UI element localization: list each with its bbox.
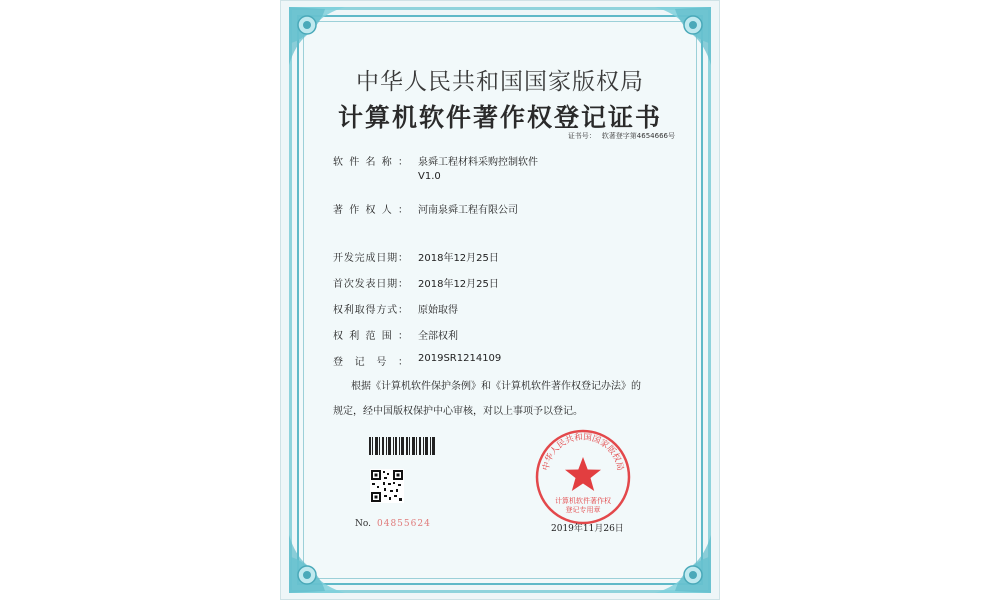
corner-ornament-icon (649, 531, 715, 597)
seal-center-line2: 登记专用章 (565, 506, 601, 514)
corner-ornament-icon (285, 531, 351, 597)
field-label: 权利范围： (333, 331, 408, 342)
corner-ornament-icon (649, 3, 715, 69)
field-value: 2018年12月25日 (418, 279, 499, 290)
field-value: 原始取得 (418, 305, 458, 316)
barcode-icon (369, 437, 435, 455)
serial-value: 04855624 (377, 519, 431, 529)
issuer-title: 中华人民共和国国家版权局 (356, 69, 644, 95)
certificate-number-label: 证书号： (567, 132, 596, 140)
certificate-number (562, 131, 675, 141)
issue-date: 2019年11月26日 (551, 524, 624, 534)
field-label: 软件名称： (333, 157, 408, 168)
certificate-number-value: 软著登字第4654666号 (601, 132, 675, 140)
certificate (280, 0, 720, 600)
qr-code-icon (370, 469, 404, 503)
field-value: 河南泉舜工程有限公司 (418, 205, 518, 216)
field-copyright-holder (333, 201, 518, 216)
field-first-publish-date (333, 275, 499, 290)
field-registration-no (333, 353, 501, 368)
field-label: 权利取得方式： (333, 305, 408, 316)
statement-line: 根据《计算机软件保护条例》和《计算机软件著作权登记办法》的 (351, 381, 641, 392)
seal-ring-text: 中华人民共和国国家版权局 (541, 432, 625, 472)
statement (333, 374, 673, 424)
serial-label: No. (355, 519, 371, 529)
field-dev-completion-date (333, 249, 499, 264)
certificate-title: 计算机软件著作权登记证书 (337, 103, 662, 132)
corner-ornament-icon (285, 3, 351, 69)
field-value: 2018年12月25日 (418, 253, 499, 264)
field-software-name (333, 153, 538, 182)
field-label: 首次发表日期： (333, 279, 408, 290)
serial-number (355, 519, 431, 529)
field-value: 泉舜工程材料采购控制软件 (418, 157, 538, 168)
seal-center-line1: 计算机软件著作权 (555, 497, 611, 505)
field-rights-scope (333, 327, 458, 342)
field-value-version: V1.0 (418, 171, 441, 182)
field-label: 登记号： (333, 357, 408, 368)
field-rights-acquisition (333, 301, 458, 316)
official-seal-icon (533, 427, 633, 527)
field-label: 著作权人： (333, 205, 408, 216)
field-label: 开发完成日期： (333, 253, 408, 264)
statement-line: 规定，经中国版权保护中心审核，对以上事项予以登记。 (333, 406, 583, 417)
field-value: 2019SR1214109 (418, 353, 502, 364)
field-value: 全部权利 (418, 331, 458, 342)
